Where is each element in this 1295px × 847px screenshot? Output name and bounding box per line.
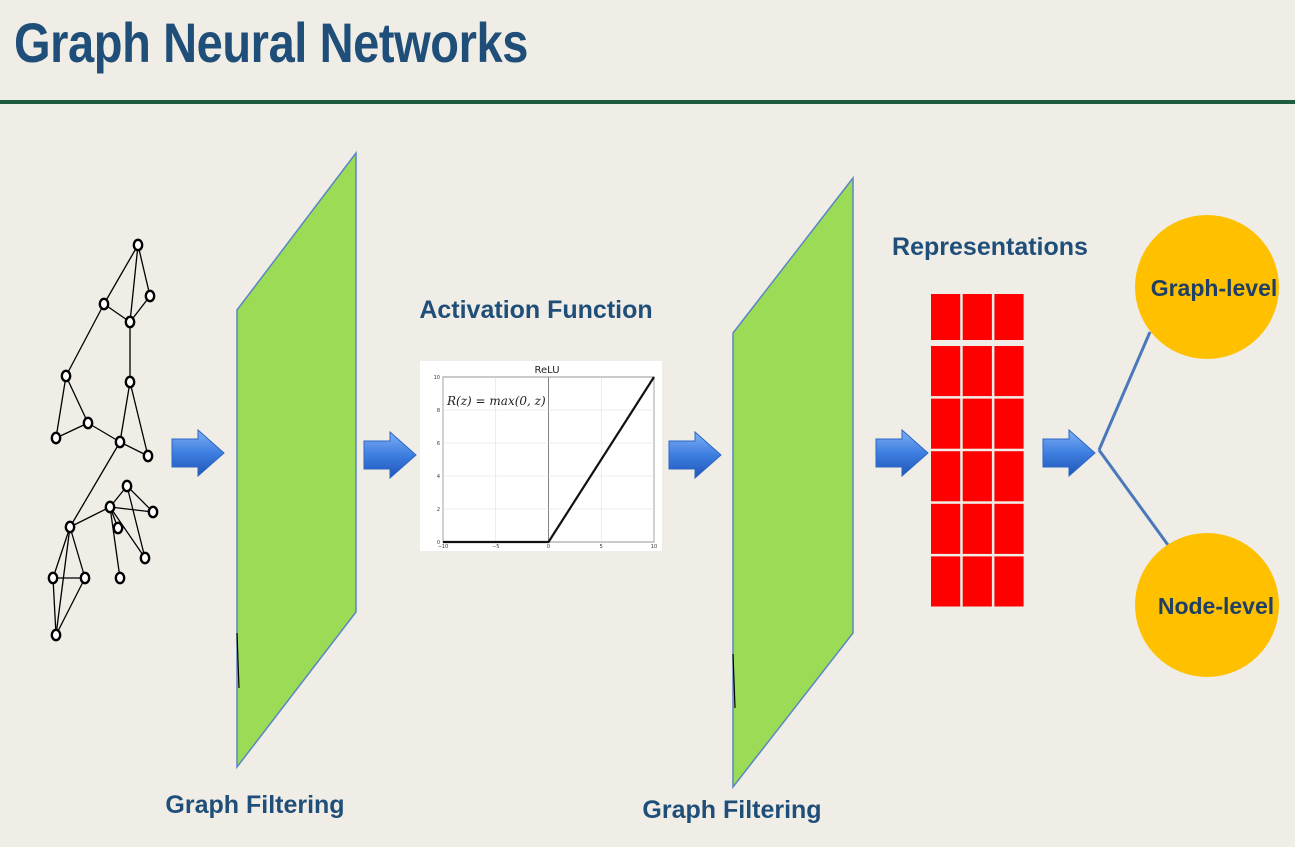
- representation-cell: [963, 294, 992, 340]
- flow-arrow: [1043, 430, 1095, 476]
- relu-plot-background: [420, 361, 662, 551]
- graph-filter-panel-2: [733, 178, 853, 787]
- graph-node: [126, 317, 134, 327]
- representation-cell: [963, 504, 992, 554]
- representation-cell: [963, 451, 992, 501]
- graph-node: [100, 299, 108, 309]
- graph-edge: [56, 527, 70, 635]
- flow-arrow: [172, 430, 224, 476]
- graph-edge: [110, 507, 153, 512]
- representations-grid: [931, 294, 1024, 607]
- graph-edge: [127, 486, 145, 558]
- graph-filtering-label-1: Graph Filtering: [165, 791, 345, 819]
- node-level-label: Node-level: [1157, 593, 1275, 619]
- graph-edge: [53, 527, 70, 578]
- flow-arrow: [669, 432, 721, 478]
- input-graph: [49, 240, 157, 640]
- representation-cell: [931, 556, 960, 606]
- representation-cell: [963, 399, 992, 449]
- relu-y-tick: 0: [436, 540, 440, 546]
- relu-plot: [420, 361, 662, 551]
- graph-level-label: Graph-level: [1150, 275, 1278, 301]
- relu-x-tick: 10: [650, 544, 658, 550]
- graph-node: [49, 573, 57, 583]
- graph-node: [106, 502, 114, 512]
- graph-node: [123, 481, 131, 491]
- graph-filter-panel-1: [237, 153, 356, 767]
- representation-cell: [931, 346, 960, 396]
- graph-node: [116, 573, 124, 583]
- representation-cell: [994, 294, 1023, 340]
- branch-line-node-level: [1099, 450, 1168, 545]
- graph-node: [134, 240, 142, 250]
- graph-node: [84, 418, 92, 428]
- graph-edge: [53, 578, 56, 635]
- graph-node: [144, 451, 152, 461]
- graph-node: [141, 553, 149, 563]
- graph-node: [52, 630, 60, 640]
- relu-x-tick: −10: [437, 544, 449, 550]
- relu-y-tick: 4: [436, 474, 440, 480]
- representation-cell: [994, 504, 1023, 554]
- relu-y-tick: 10: [433, 375, 440, 381]
- graph-edge: [110, 507, 120, 578]
- graph-node: [116, 437, 124, 447]
- relu-plot-title: ReLU: [534, 365, 560, 376]
- graph-node: [149, 507, 157, 517]
- graph-edge: [130, 382, 148, 456]
- graph-edge: [138, 245, 150, 296]
- representation-cell: [963, 346, 992, 396]
- relu-x-tick: −5: [492, 544, 500, 550]
- representation-cell: [931, 451, 960, 501]
- graph-edge: [120, 382, 130, 442]
- relu-y-tick: 2: [436, 507, 440, 513]
- graph-node: [81, 573, 89, 583]
- relu-x-tick: 5: [599, 544, 603, 550]
- representation-cell: [994, 346, 1023, 396]
- representation-cell: [994, 399, 1023, 449]
- graph-edge: [66, 376, 88, 423]
- representation-cell: [931, 399, 960, 449]
- representation-cell: [931, 294, 960, 340]
- graph-node: [62, 371, 70, 381]
- relu-x-tick: 0: [546, 544, 551, 550]
- activation-function-label: Activation Function: [419, 296, 653, 324]
- branch-line-graph-level: [1099, 332, 1150, 450]
- graph-filtering-label-2: Graph Filtering: [642, 796, 822, 824]
- representation-cell: [931, 504, 960, 554]
- representation-cell: [994, 451, 1023, 501]
- graph-edge: [56, 578, 85, 635]
- slide-title: Graph Neural Networks: [14, 11, 529, 74]
- graph-edge: [70, 527, 85, 578]
- flow-arrow: [364, 432, 416, 478]
- flow-arrow: [876, 430, 928, 476]
- graph-edge: [66, 304, 104, 376]
- graph-node: [146, 291, 154, 301]
- relu-y-tick: 6: [436, 441, 440, 447]
- relu-y-tick: 8: [436, 408, 440, 414]
- graph-node: [126, 377, 134, 387]
- representation-cell: [963, 556, 992, 606]
- graph-node: [66, 522, 74, 532]
- relu-formula: R(z) = max(0, z): [447, 394, 546, 408]
- graph-edge: [56, 376, 66, 438]
- graph-node: [52, 433, 60, 443]
- graph-node: [114, 523, 122, 533]
- representations-label: Representations: [892, 233, 1088, 261]
- representation-cell: [994, 556, 1023, 606]
